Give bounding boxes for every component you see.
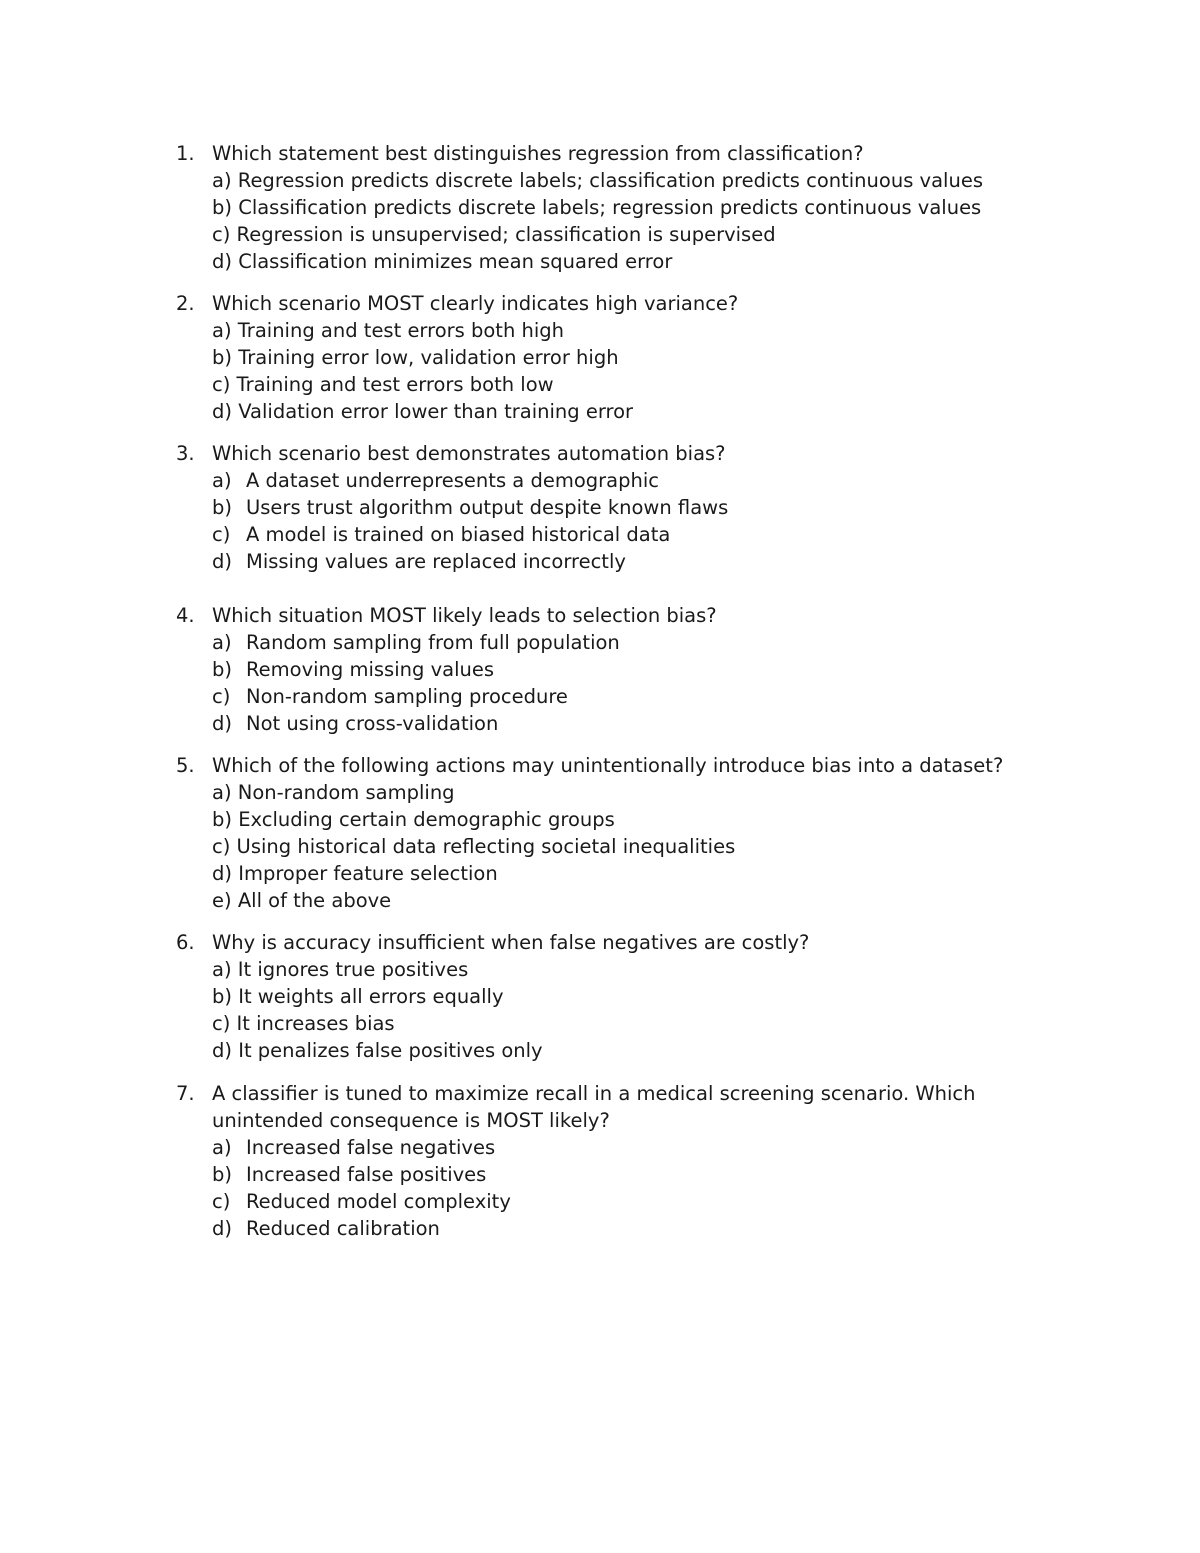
question-number: 5. [176, 754, 195, 777]
option-text: Training and test errors both high [237, 319, 565, 342]
option-list [212, 167, 1072, 275]
option-letter: a) [212, 469, 232, 492]
option-text: It weights all errors equally [238, 985, 504, 1008]
option-text: Increased false positives [246, 1163, 487, 1186]
option-letter: d) [212, 1039, 232, 1062]
option-text: It increases bias [236, 1012, 395, 1035]
option-list [212, 779, 1072, 914]
option-a [212, 629, 1072, 656]
option-letter: d) [212, 1217, 232, 1240]
option-c [212, 371, 1072, 398]
option-letter: d) [212, 712, 232, 735]
option-text: Non-random sampling [237, 781, 455, 804]
option-b [212, 194, 1072, 221]
question-2 [172, 290, 1072, 425]
question-list [172, 140, 1072, 1242]
option-b [212, 344, 1072, 371]
question-4 [172, 602, 1072, 737]
option-d [212, 1037, 1072, 1064]
option-text: Reduced calibration [246, 1217, 440, 1240]
question-5 [172, 752, 1072, 914]
option-text: Reduced model complexity [246, 1190, 511, 1213]
option-letter: a) [212, 169, 232, 192]
option-text: All of the above [237, 889, 392, 912]
option-list [212, 629, 1072, 737]
option-e [212, 887, 1072, 914]
option-text: A dataset underrepresents a demographic [246, 469, 659, 492]
option-letter: c) [212, 835, 231, 858]
question-number: 4. [176, 604, 195, 627]
option-text: Regression predicts discrete labels; classification predicts continuous values [237, 169, 983, 192]
option-d [212, 548, 1072, 575]
option-d [212, 860, 1072, 887]
option-letter: c) [212, 1190, 231, 1213]
option-letter: c) [212, 1012, 231, 1035]
option-letter: d) [212, 862, 232, 885]
option-letter: b) [212, 346, 232, 369]
option-a [212, 1134, 1072, 1161]
option-letter: b) [212, 808, 232, 831]
option-list [212, 956, 1072, 1064]
option-text: Non-random sampling procedure [246, 685, 568, 708]
option-a [212, 956, 1072, 983]
option-c [212, 683, 1072, 710]
option-letter: c) [212, 223, 231, 246]
option-letter: c) [212, 373, 231, 396]
option-d [212, 398, 1072, 425]
question-text: Which situation MOST likely leads to selection bias? [212, 604, 717, 627]
option-text: Excluding certain demographic groups [238, 808, 615, 831]
option-text: Training and test errors both low [236, 373, 554, 396]
question-number: 7. [176, 1082, 195, 1105]
option-b [212, 1161, 1072, 1188]
option-letter: b) [212, 196, 232, 219]
option-a [212, 779, 1072, 806]
option-letter: e) [212, 889, 232, 912]
question-text: Why is accuracy insufficient when false negatives are costly? [212, 931, 810, 954]
option-letter: c) [212, 685, 231, 708]
question-3 [172, 440, 1072, 575]
option-letter: a) [212, 319, 232, 342]
option-c [212, 1188, 1072, 1215]
option-letter: d) [212, 400, 232, 423]
option-text: Training error low, validation error high [238, 346, 619, 369]
question-number: 2. [176, 292, 195, 315]
option-text: A model is trained on biased historical data [246, 523, 671, 546]
option-c [212, 833, 1072, 860]
question-text: Which statement best distinguishes regression from classification? [212, 142, 864, 165]
option-text: It penalizes false positives only [238, 1039, 543, 1062]
option-letter: a) [212, 631, 232, 654]
option-letter: d) [212, 550, 232, 573]
option-letter: a) [212, 958, 232, 981]
question-7 [172, 1080, 1072, 1242]
option-text: Validation error lower than training error [238, 400, 634, 423]
option-text: Improper feature selection [238, 862, 498, 885]
option-b [212, 656, 1072, 683]
question-6 [172, 929, 1072, 1064]
option-b [212, 983, 1072, 1010]
option-list [212, 467, 1072, 575]
question-number: 6. [176, 931, 195, 954]
question-number: 3. [176, 442, 195, 465]
option-letter: b) [212, 496, 232, 519]
question-number: 1. [176, 142, 195, 165]
option-b [212, 806, 1072, 833]
option-text: Classification predicts discrete labels; regression predicts continuous values [238, 196, 982, 219]
option-text: Random sampling from full population [246, 631, 620, 654]
option-letter: c) [212, 523, 231, 546]
option-letter: b) [212, 658, 232, 681]
option-text: Using historical data reflecting societal inequalities [236, 835, 736, 858]
option-d [212, 710, 1072, 737]
option-text: Missing values are replaced incorrectly [246, 550, 626, 573]
option-letter: a) [212, 1136, 232, 1159]
question-text: Which scenario MOST clearly indicates high variance? [212, 292, 739, 315]
option-letter: b) [212, 1163, 232, 1186]
option-c [212, 221, 1072, 248]
option-text: Not using cross-validation [246, 712, 499, 735]
option-list [212, 1134, 1072, 1242]
option-text: Classification minimizes mean squared error [238, 250, 673, 273]
option-text: Regression is unsupervised; classification is supervised [236, 223, 776, 246]
question-1 [172, 140, 1072, 275]
option-c [212, 1010, 1072, 1037]
option-text: Removing missing values [246, 658, 494, 681]
option-letter: b) [212, 985, 232, 1008]
option-text: Users trust algorithm output despite known flaws [246, 496, 729, 519]
option-b [212, 494, 1072, 521]
option-text: Increased false negatives [246, 1136, 496, 1159]
option-text: It ignores true positives [237, 958, 469, 981]
question-text: Which of the following actions may unintentionally introduce bias into a dataset? [212, 754, 1004, 777]
option-list [212, 317, 1072, 425]
option-d [212, 248, 1072, 275]
option-d [212, 1215, 1072, 1242]
option-a [212, 467, 1072, 494]
option-a [212, 317, 1072, 344]
question-text: Which scenario best demonstrates automation bias? [212, 442, 726, 465]
option-letter: a) [212, 781, 232, 804]
option-c [212, 521, 1072, 548]
option-letter: d) [212, 250, 232, 273]
option-a [212, 167, 1072, 194]
question-text: A classifier is tuned to maximize recall in a medical screening scenario. Which unintended consequence is MOST likely? [212, 1082, 976, 1132]
